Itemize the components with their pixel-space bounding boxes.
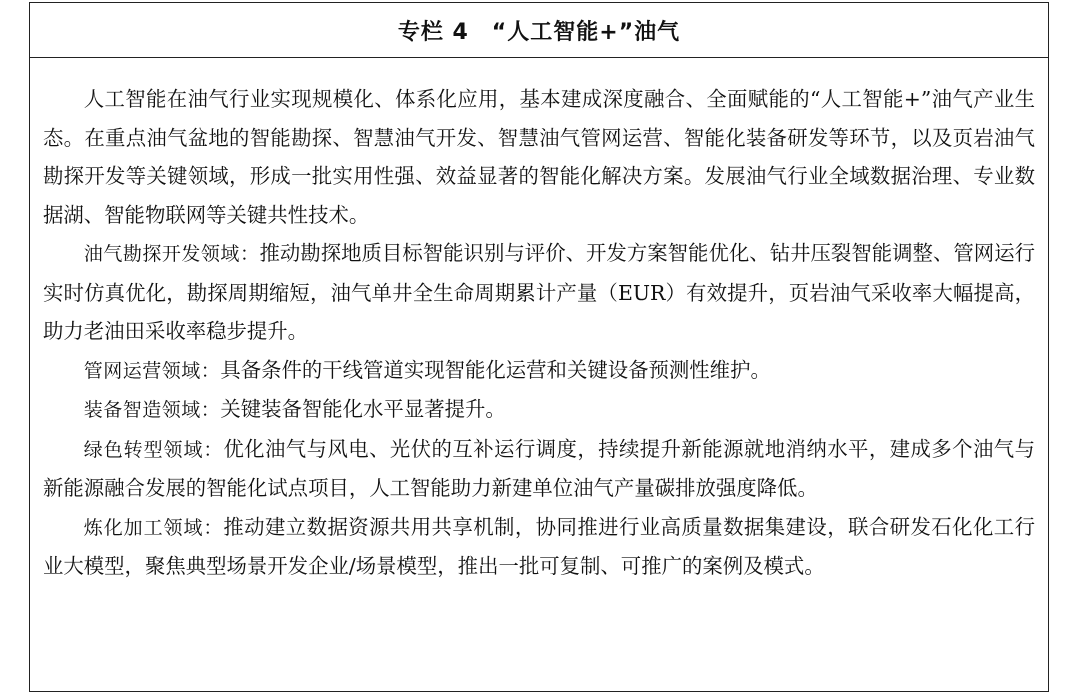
section-text: 推动建立数据资源共用共享机制，协同推进行业高质量数据集建设，联合研发石化化工行业大模型，聚焦典型场景开发企业/场景模型，推出一批可复制、可推广的案例及模式。 — [43, 514, 1035, 578]
section-text: 优化油气与风电、光伏的互补运行调度，持续提升新能源就地消纳水平，建成多个油气与新能源融合发展的智能化试点项目，人工智能助力新建单位油气产量碳排放强度降低。 — [43, 436, 1035, 500]
section-label: 炼化加工领域： — [83, 516, 224, 539]
section-text: 推动勘探地质目标智能识别与评价、开发方案智能优化、钻井压裂智能调整、管网运行实时仿真优化，勘探周期缩短，油气单井全生命周期累计产量（EUR）有效提升，页岩油气采收率大幅提高，助力老油田采收率稳步提升。 — [43, 241, 1035, 343]
section-label: 绿色转型领域： — [83, 438, 224, 461]
section-label: 管网运营领域： — [83, 359, 221, 382]
column-body — [30, 58, 1048, 586]
section-pipeline — [43, 351, 1035, 391]
section-green — [43, 430, 1035, 508]
section-label: 油气勘探开发领域： — [83, 243, 260, 265]
section-text: 具备条件的干线管道实现智能化运营和关键设备预测性维护。 — [220, 357, 771, 382]
section-exploration — [43, 234, 1035, 351]
section-equipment — [43, 390, 1035, 430]
section-label: 装备智造领域： — [83, 399, 221, 421]
column-header — [30, 3, 1048, 58]
section-text: 关键装备智能化水平显著提升。 — [220, 397, 506, 421]
column-title: 专栏 4 “人工智能+”油气 — [397, 19, 681, 45]
intro-paragraph: 人工智能在油气行业实现规模化、体系化应用，基本建成深度融合、全面赋能的“人工智能+”油气产业生态。在重点油气盆地的智能勘探、智慧油气开发、智慧油气管网运营、智能化装备研发等环节，以及页岩油气勘探开发等关键领域，形成一批实用性强、效益显著的智能化解决方案。发展油气行业全域数据治理、专业数据湖、智能物联网等关键共性技术。 — [43, 87, 1035, 227]
column-box — [29, 2, 1049, 692]
section-refining — [43, 508, 1035, 586]
